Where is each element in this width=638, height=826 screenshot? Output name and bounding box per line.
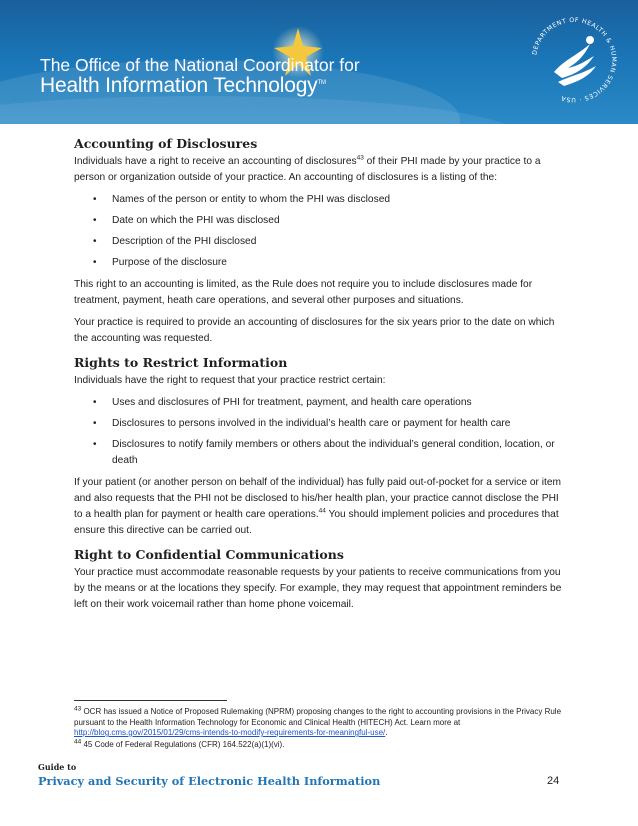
footnote-ref-43[interactable]: 43 xyxy=(356,154,364,162)
bullet-icon: • xyxy=(93,439,97,450)
footnote-number: 44 xyxy=(74,737,82,745)
list-item xyxy=(74,437,569,469)
accounting-limit-paragraph: This right to an accounting is limited, as the Rule does not require you to include disclosures made for treatment, payment, heath care operations, and several other purposes and situations. xyxy=(74,279,533,306)
trademark-mark: TM xyxy=(317,80,326,86)
list-item-text: Names of the person or entity to whom the PHI was disclosed xyxy=(112,194,391,205)
list-item xyxy=(74,192,569,208)
footer-guide-label: Guide to xyxy=(38,762,77,772)
restrict-paid-out-of-pocket-paragraph xyxy=(74,475,569,539)
footnote-44 xyxy=(74,737,574,751)
accounting-bullet-list xyxy=(74,192,569,271)
footnote-separator xyxy=(74,700,227,701)
seal-text: DEPARTMENT OF HEALTH & HUMAN SERVICES · USA xyxy=(531,16,618,104)
banner-line-2-text: Health Information Technology xyxy=(40,74,318,97)
accounting-intro-text-cont: of their PHI made by your practice to a person or organization outside of your practice. An accounting of disclosures is a listing of the: xyxy=(74,156,541,183)
confidential-paragraph: Your practice must accommodate reasonable requests by your patients to receive communications from you by the means or at the locations they specify. For example, they may request that appointment reminders be left on their work voicemail rather than home phone voicemail. xyxy=(74,567,562,610)
accounting-intro xyxy=(74,154,569,186)
banner-line-1: The Office of the National Coordinator for xyxy=(40,55,360,75)
list-item-text: Purpose of the disclosure xyxy=(112,257,227,268)
heading-confidential-communications: Right to Confidential Communications xyxy=(74,547,344,562)
footnote-number: 43 xyxy=(74,705,82,713)
accounting-intro-text: Individuals have a right to receive an accounting of disclosures xyxy=(74,156,357,167)
list-item xyxy=(74,395,569,411)
restrict-p2-text: If your patient (or another person on behalf of the individual) has fully paid out-of-pocket for a service or item and also requests that the PHI not be disclosed to his/her health plan, your practice cannot disclose the PHI to a health plan for payment or health care operations. xyxy=(74,477,562,520)
cms-blog-link[interactable]: http://blog.cms.gov/2015/01/29/cms-intends-to-modify-requirements-for-meaningful-use/ xyxy=(74,728,386,737)
list-item xyxy=(74,255,569,271)
bullet-icon: • xyxy=(93,215,97,226)
list-item xyxy=(74,416,569,432)
accounting-six-years-paragraph: Your practice is required to provide an accounting of disclosures for the six years prior to the date on which the accounting was requested. xyxy=(74,317,555,344)
footnote-ref-44[interactable]: 44 xyxy=(318,507,326,515)
bullet-icon: • xyxy=(93,194,97,205)
list-item-text: Date on which the PHI was disclosed xyxy=(112,215,280,226)
footnote-end: . xyxy=(385,728,388,737)
footer-title: Privacy and Security of Electronic Health Information xyxy=(38,774,381,788)
banner-line-2 xyxy=(40,74,326,98)
restrict-intro: Individuals have the right to request that your practice restrict certain: xyxy=(74,375,386,386)
restrict-bullet-list xyxy=(74,395,569,469)
footnote-43 xyxy=(74,707,574,739)
list-item-text: Disclosures to notify family members or others about the individual’s general condition, location, or death xyxy=(112,439,555,466)
footnote-text: 45 Code of Federal Regulations (CFR) 164.522(a)(1)(vi). xyxy=(81,739,285,749)
page-number: 24 xyxy=(547,775,560,787)
restrict-p2-text-cont: You should implement policies and procedures that ensure this directive can be carried out. xyxy=(74,509,559,536)
heading-rights-to-restrict: Rights to Restrict Information xyxy=(74,355,288,370)
list-item-text: Description of the PHI disclosed xyxy=(112,236,257,247)
heading-accounting-of-disclosures: Accounting of Disclosures xyxy=(74,136,258,151)
bullet-icon: • xyxy=(93,257,97,268)
hhs-seal-icon xyxy=(524,10,624,110)
main-content xyxy=(74,136,569,619)
list-item-text: Uses and disclosures of PHI for treatment, payment, and health care operations xyxy=(112,397,472,408)
list-item xyxy=(74,234,569,250)
bullet-icon: • xyxy=(93,418,97,429)
footnote-text: OCR has issued a Notice of Proposed Rulemaking (NPRM) proposing changes to the right to accounting provisions in the Privacy Rule pursuant to the Health Information Technology for Economic and Clinical Health (HITECH) Act. Learn more at xyxy=(74,707,562,727)
list-item-text: Disclosures to persons involved in the individual’s health care or payment for health care xyxy=(112,418,511,429)
bullet-icon: • xyxy=(93,236,97,247)
header-banner xyxy=(0,0,638,124)
bullet-icon: • xyxy=(93,397,97,408)
list-item xyxy=(74,213,569,229)
footnotes xyxy=(74,707,574,751)
